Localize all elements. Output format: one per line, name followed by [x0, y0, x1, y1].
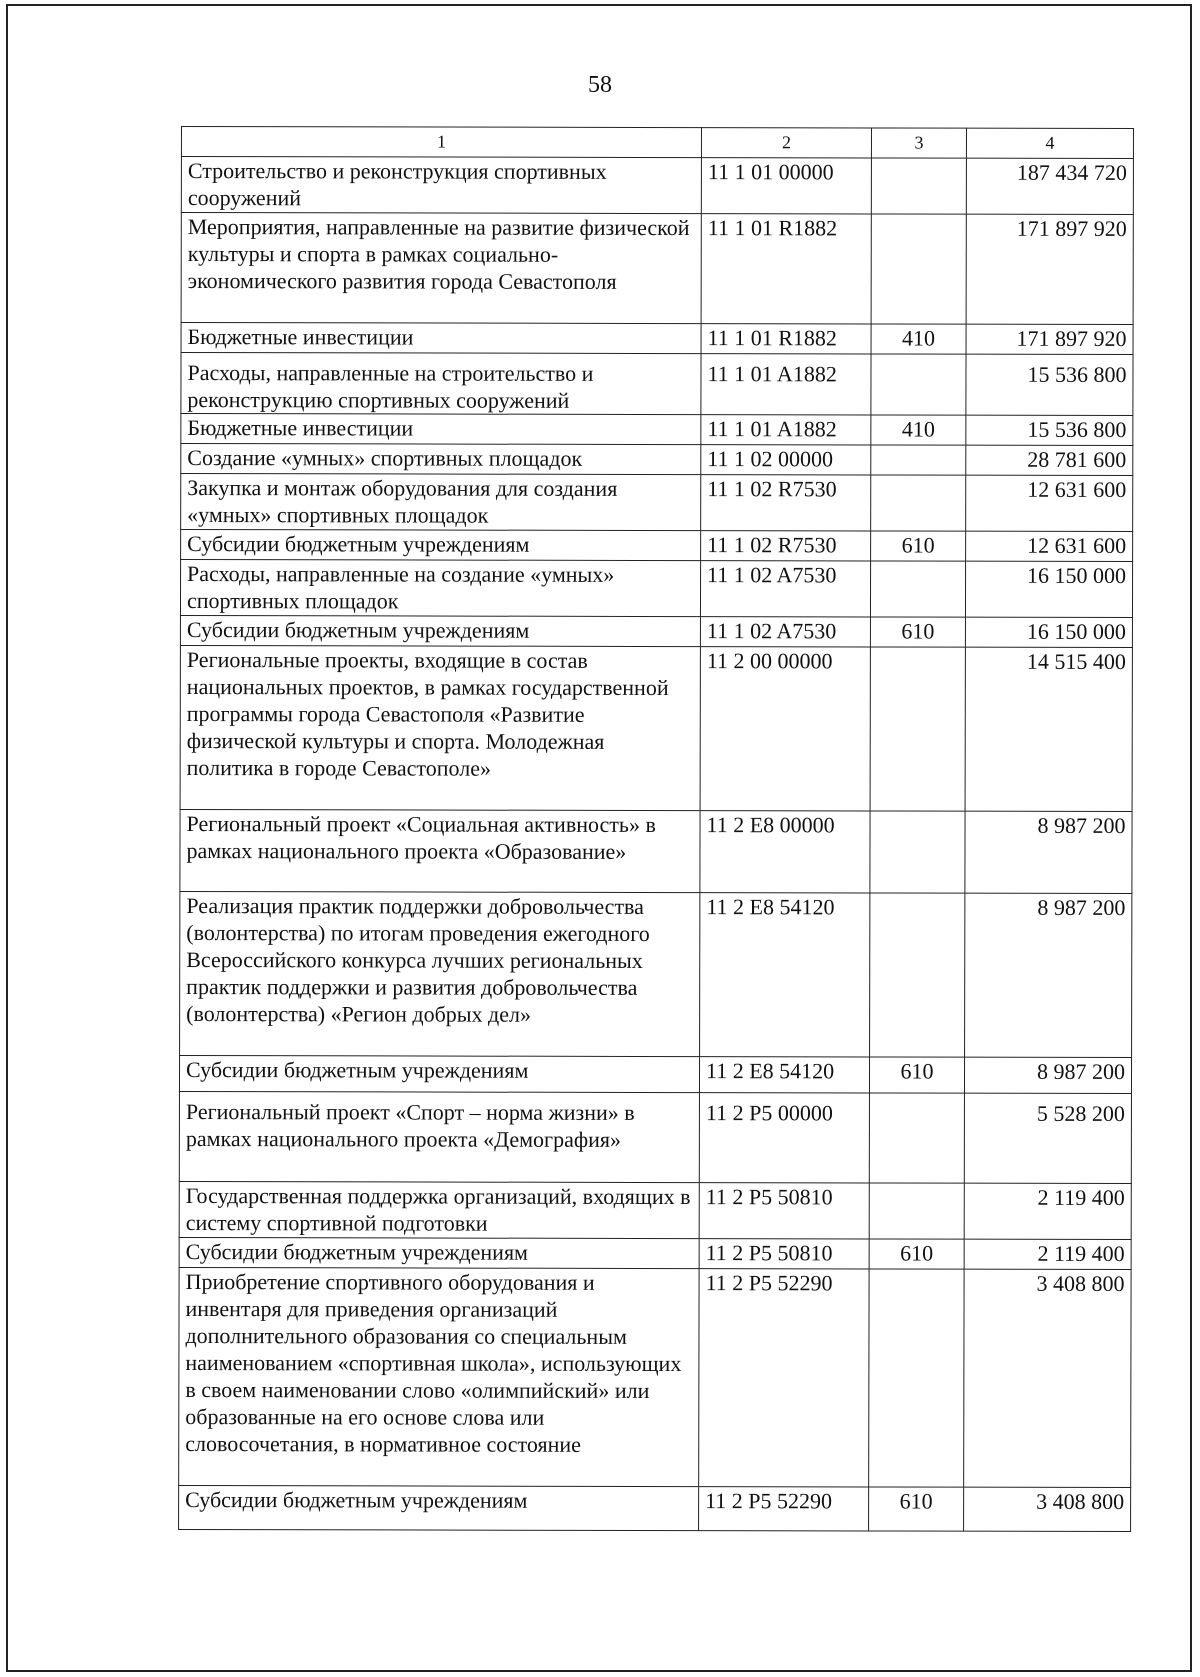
row-amount: 15 536 800 — [966, 354, 1133, 415]
row-kvr: 410 — [871, 415, 966, 445]
row-name: Региональный проект «Спорт – норма жизни» в рамках национального проекта «Демография» — [179, 1091, 699, 1182]
row-code: 11 2 P5 52290 — [699, 1269, 869, 1487]
row-code: 11 2 E8 54120 — [700, 893, 870, 1057]
column-header-amount: 4 — [966, 128, 1133, 158]
row-code: 11 2 P5 52290 — [699, 1487, 869, 1531]
row-kvr: 610 — [869, 1487, 964, 1531]
row-amount: 8 987 200 — [964, 1057, 1131, 1093]
row-amount: 8 987 200 — [965, 893, 1132, 1057]
table-row — [181, 323, 1133, 355]
column-header-kvr: 3 — [871, 128, 966, 158]
row-amount: 14 515 400 — [965, 647, 1132, 811]
table-row — [181, 157, 1133, 215]
table-row — [181, 353, 1133, 416]
row-name: Региональные проекты, входящие в состав национальных проектов, в рамках государственной программы города Севастополя «Развитие физической культуры и спорта. Молодежная политика в городе Севастополе» — [180, 645, 700, 810]
table-row — [179, 1237, 1131, 1269]
budget-table — [178, 126, 1134, 1532]
row-name: Бюджетные инвестиции — [181, 414, 701, 445]
row-kvr — [869, 1269, 964, 1487]
row-name: Строительство и реконструкция спортивных сооружений — [181, 157, 701, 214]
row-code: 11 1 02 R7530 — [701, 531, 871, 561]
row-code: 11 2 00 00000 — [700, 647, 870, 811]
table-row — [181, 444, 1133, 476]
row-name: Расходы, направленные на создание «умных» спортивных площадок — [180, 560, 700, 617]
row-code: 11 2 E8 00000 — [700, 811, 870, 893]
row-code: 11 1 01 A1882 — [701, 354, 871, 415]
row-name: Субсидии бюджетным учреждениям — [180, 616, 700, 647]
row-name: Бюджетные инвестиции — [181, 323, 701, 354]
table-row — [179, 1267, 1131, 1487]
row-kvr — [870, 561, 965, 617]
row-kvr — [871, 445, 966, 475]
row-code: 11 1 02 R7530 — [701, 475, 871, 531]
row-code: 11 1 01 R1882 — [701, 214, 871, 324]
row-kvr: 410 — [871, 324, 966, 354]
table-row — [181, 213, 1133, 325]
row-code: 11 1 02 00000 — [701, 445, 871, 475]
row-name: Расходы, направленные на строительство и реконструкцию спортивных сооружений — [181, 353, 701, 415]
row-code: 11 1 02 A7530 — [700, 561, 870, 617]
table-row — [180, 616, 1132, 648]
table-row — [179, 1091, 1131, 1183]
row-kvr — [871, 354, 966, 415]
row-name: Субсидии бюджетным учреждениям — [179, 1485, 699, 1530]
row-kvr: 610 — [871, 531, 966, 561]
row-kvr — [870, 647, 965, 811]
table-row — [181, 414, 1133, 446]
table-header-row — [181, 127, 1133, 159]
row-kvr: 610 — [869, 1239, 964, 1269]
table-row — [179, 1055, 1131, 1093]
row-amount: 16 150 000 — [965, 561, 1132, 617]
row-amount: 2 119 400 — [964, 1239, 1131, 1269]
row-amount: 12 631 600 — [966, 531, 1133, 561]
row-kvr: 610 — [870, 617, 965, 647]
row-kvr — [869, 1183, 964, 1239]
row-name: Субсидии бюджетным учреждениям — [179, 1237, 699, 1268]
table-row — [179, 1181, 1131, 1239]
row-code: 11 2 P5 50810 — [699, 1183, 869, 1239]
row-name: Мероприятия, направленные на развитие физической культуры и спорта в рамках социально-экономического развития города Севастополя — [181, 213, 701, 324]
table-row — [181, 474, 1133, 532]
row-name: Региональный проект «Социальная активность» в рамках национального проекта «Образование» — [180, 809, 700, 892]
table-row — [180, 891, 1132, 1057]
table-row — [180, 809, 1132, 893]
row-kvr — [871, 214, 966, 324]
table-row — [179, 1485, 1131, 1531]
row-amount: 3 408 800 — [964, 1487, 1131, 1531]
row-name: Создание «умных» спортивных площадок — [181, 444, 701, 475]
table-row — [180, 645, 1132, 811]
row-code: 11 2 E8 54120 — [699, 1057, 869, 1093]
row-kvr — [869, 1093, 964, 1183]
row-code: 11 1 02 A7530 — [700, 617, 870, 647]
row-name: Приобретение спортивного оборудования и инвентаря для приведения организаций дополнительного образования со специальным наименованием «спортивная школа», использующих в своем наименовании слово «олимпийский» или образованные на его основе слова или словосочетания, в нормативное состояние — [179, 1267, 699, 1486]
row-kvr — [870, 893, 965, 1057]
row-amount: 15 536 800 — [966, 415, 1133, 445]
table-row — [180, 560, 1132, 618]
row-kvr — [871, 158, 966, 214]
row-amount: 187 434 720 — [966, 158, 1133, 214]
table-row — [181, 530, 1133, 562]
row-code: 11 1 01 00000 — [701, 158, 871, 214]
row-name: Реализация практик поддержки добровольчества (волонтерства) по итогам проведения ежегодного Всероссийского конкурса лучших региональных практик поддержки и развития добровольчества (волонтерства) «Регион добрых дел» — [180, 891, 700, 1056]
row-amount: 171 897 920 — [966, 324, 1133, 354]
row-amount: 171 897 920 — [966, 214, 1133, 324]
row-code: 11 1 01 R1882 — [701, 324, 871, 354]
row-code: 11 2 P5 50810 — [699, 1239, 869, 1269]
row-name: Субсидии бюджетным учреждениям — [179, 1055, 699, 1092]
row-amount: 2 119 400 — [964, 1183, 1131, 1239]
row-amount: 16 150 000 — [965, 617, 1132, 647]
row-kvr — [870, 811, 965, 893]
row-code: 11 2 P5 00000 — [699, 1093, 869, 1183]
row-name: Субсидии бюджетным учреждениям — [181, 530, 701, 561]
row-amount: 28 781 600 — [966, 445, 1133, 475]
row-kvr — [871, 475, 966, 531]
row-amount: 3 408 800 — [964, 1269, 1131, 1487]
row-amount: 8 987 200 — [965, 811, 1132, 893]
column-header-code: 2 — [701, 128, 871, 158]
row-name: Закупка и монтаж оборудования для создания «умных» спортивных площадок — [181, 474, 701, 531]
row-amount: 5 528 200 — [964, 1093, 1131, 1183]
row-amount: 12 631 600 — [966, 475, 1133, 531]
row-kvr: 610 — [869, 1057, 964, 1093]
row-code: 11 1 01 A1882 — [701, 415, 871, 445]
column-header-name: 1 — [181, 127, 701, 158]
row-name: Государственная поддержка организаций, входящих в систему спортивной подготовки — [179, 1181, 699, 1238]
page-number: 58 — [588, 72, 612, 98]
